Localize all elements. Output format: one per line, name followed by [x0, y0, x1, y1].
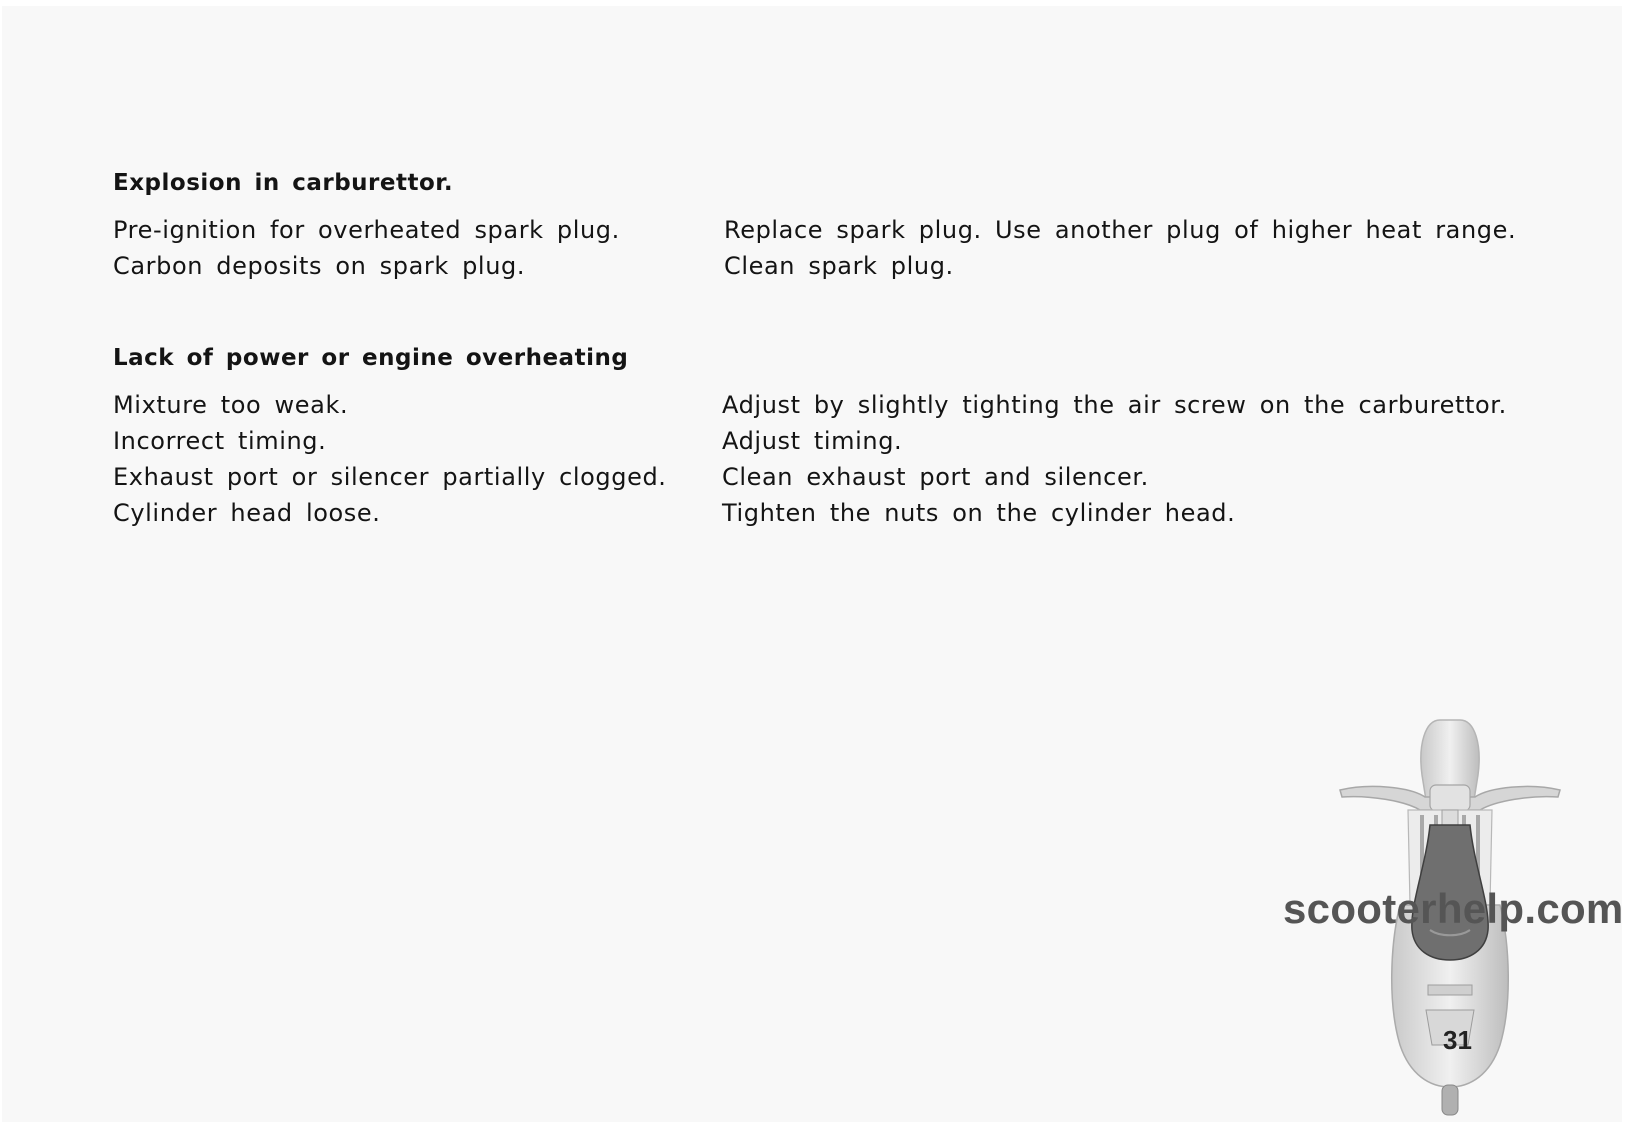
cause-line: Pre-ignition for overheated spark plug.	[113, 216, 620, 244]
cause-line: Mixture too weak.	[113, 391, 349, 419]
watermark-text: scooterhelp.com	[1283, 885, 1624, 932]
remedy-line: Clean exhaust port and silencer.	[722, 463, 1149, 491]
cause-line: Exhaust port or silencer partially clogged.	[113, 463, 667, 491]
cause-line: Cylinder head loose.	[113, 499, 381, 527]
remedy-line: Tighten the nuts on the cylinder head.	[722, 499, 1236, 527]
cause-line: Carbon deposits on spark plug.	[113, 252, 526, 280]
remedy-line: Clean spark plug.	[724, 252, 954, 280]
section-heading: Explosion in carburettor.	[113, 170, 454, 196]
remedy-line: Adjust by slightly tighting the air screw on the carburettor.	[722, 391, 1507, 419]
section-heading: Lack of power or engine overheating	[113, 345, 629, 371]
remedy-line: Replace spark plug. Use another plug of higher heat range.	[724, 216, 1517, 244]
cause-line: Incorrect timing.	[113, 427, 327, 455]
page-number: 31	[1443, 1025, 1472, 1055]
remedy-line: Adjust timing.	[722, 427, 903, 455]
